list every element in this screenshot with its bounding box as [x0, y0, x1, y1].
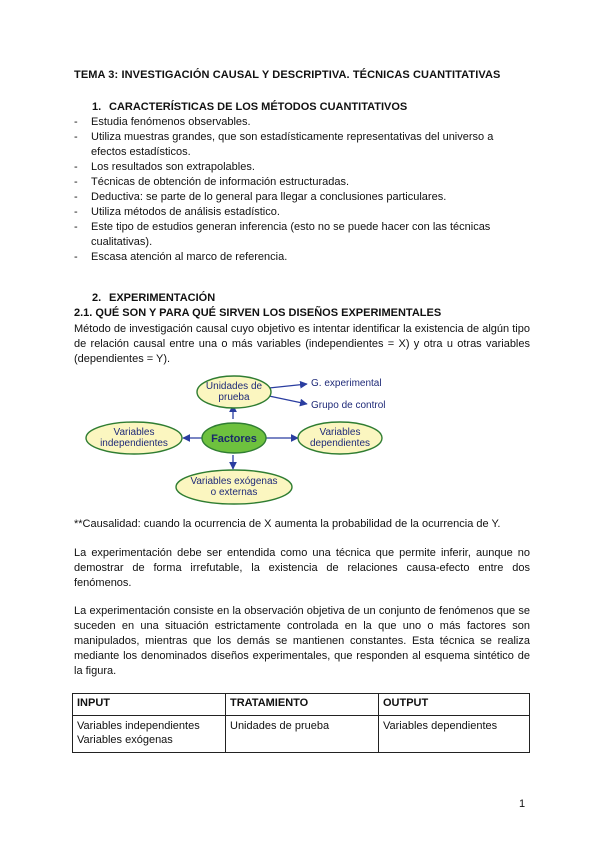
section-1-title: CARACTERÍSTICAS DE LOS MÉTODOS CUANTITATIVOS	[109, 101, 408, 113]
independent-label-line1: Variables	[113, 427, 155, 438]
paragraph-experimentation: La experimentación consiste en la observación objetiva de un conjunto de fenómenos que se suceden en una situación estrictamente controlada en la que uno o más factores son manipulados, mientras que los demás se mantienen constantes. Esta técnica se realiza mediante los denominados diseños experimentales, que responden al esquema sintético de la figura.	[74, 605, 530, 677]
list-item: - Estudia fenómenos observables.	[74, 115, 530, 130]
dependent-label-line2: dependientes	[309, 438, 371, 449]
section-1-heading	[92, 101, 407, 113]
section-2-1-heading: 2.1. QUÉ SON Y PARA QUÉ SIRVEN LOS DISEÑOS EXPERIMENTALES	[74, 307, 442, 319]
experimental-schema-table	[72, 693, 530, 753]
section-2-number: 2.	[92, 292, 102, 304]
paragraph-inference: La experimentación debe ser entendida como una técnica que permite inferir, aunque no demostrar de forma irrefutable, la existencia de relaciones causa-efecto entre dos fenómenos.	[74, 547, 530, 589]
header-input: INPUT	[73, 694, 226, 716]
cell-input-line2: Variables exógenas	[77, 734, 173, 746]
causality-note: **Causalidad: cuando la ocurrencia de X aumenta la probabilidad de la ocurrencia de Y.	[74, 518, 501, 530]
header-treatment: TRATAMIENTO	[226, 694, 379, 716]
control-group-label: Grupo de control	[311, 400, 386, 411]
units-label-line2: prueba	[218, 392, 250, 403]
list-item: - Escasa atención al marco de referencia.	[74, 250, 530, 265]
cell-treatment: Unidades de prueba	[226, 716, 379, 753]
list-item: - Este tipo de estudios generan inferencia (esto no se puede hacer con las técnicas cualitativas).	[74, 220, 530, 250]
cell-output: Variables dependientes	[379, 716, 530, 753]
cell-input	[73, 716, 226, 753]
section-2-heading	[92, 292, 215, 304]
factors-label: Factores	[211, 433, 257, 445]
list-item: - Los resultados son extrapolables.	[74, 160, 530, 175]
section-2-title: EXPERIMENTACIÓN	[109, 292, 216, 304]
cell-input-line1: Variables independientes	[77, 720, 200, 732]
list-item: - Utiliza métodos de análisis estadístico.	[74, 205, 530, 220]
units-label-line1: Unidades de	[205, 381, 263, 392]
exogenous-label-line2: o externas	[210, 487, 258, 498]
page-number: 1	[519, 798, 526, 810]
arrow-to-control-group	[269, 396, 307, 404]
intro-paragraph: Método de investigación causal cuyo objetivo es intentar identificar la existencia de algún tipo de relación causal entre una o más variables (independientes = X) y otra u otras variables (dependientes = Y).	[74, 323, 530, 365]
list-item: - Técnicas de obtención de información estructuradas.	[74, 175, 530, 190]
document-title: TEMA 3: INVESTIGACIÓN CAUSAL Y DESCRIPTIVA. TÉCNICAS CUANTITATIVAS	[74, 69, 501, 81]
table-row	[73, 716, 530, 753]
arrow-to-experimental-group	[269, 384, 307, 388]
experimental-group-label: G. experimental	[311, 378, 382, 389]
header-output: OUTPUT	[379, 694, 530, 716]
dependent-label-line1: Variables	[319, 427, 361, 438]
table-header-row	[73, 694, 530, 716]
independent-label-line2: independientes	[100, 438, 168, 449]
characteristics-list	[74, 115, 530, 265]
list-item: - Deductiva: se parte de lo general para llegar a conclusiones particulares.	[74, 190, 530, 205]
factors-diagram	[80, 369, 415, 511]
section-1-number: 1.	[92, 101, 102, 113]
exogenous-label-line1: Variables exógenas	[190, 476, 278, 487]
list-item: - Utiliza muestras grandes, que son estadísticamente representativas del universo a efectos estadísticos.	[74, 130, 530, 160]
